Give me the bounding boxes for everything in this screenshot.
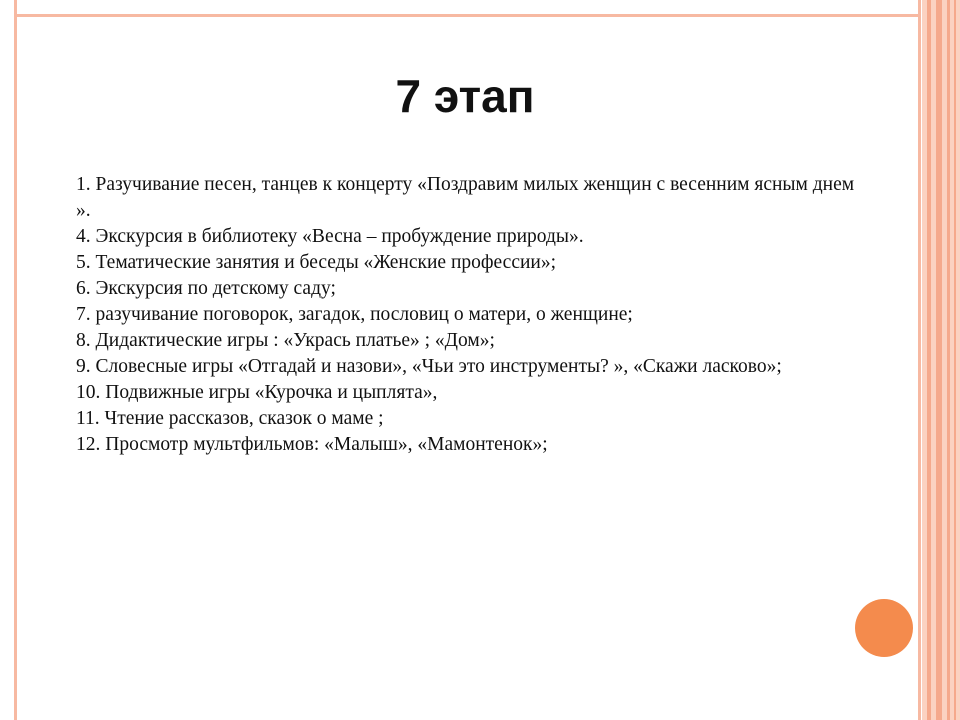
decorative-circle <box>855 599 913 657</box>
list-item: 5. Тематические занятия и беседы «Женские профессии»; <box>76 252 557 273</box>
right-stripe <box>954 0 956 720</box>
right-stripe <box>936 0 942 720</box>
list-item: 9. Словесные игры «Отгадай и назови», «Чьи это инструменты? », «Скажи ласково»; <box>76 356 782 377</box>
list-item: 12. Просмотр мультфильмов: «Малыш», «Мамонтенок»; <box>76 434 548 455</box>
slide-body <box>76 172 866 458</box>
list-item: 4. Экскурсия в библиотеку «Весна – пробуждение природы». <box>76 226 584 247</box>
list-item: 7. разучивание поговорок, загадок, пословиц о матери, о женщине; <box>76 304 633 325</box>
list-item: 11. Чтение рассказов, сказок о маме ; <box>76 408 384 429</box>
list-item: 1. Разучивание песен, танцев к концерту «Поздравим милых женщин с весенним ясным днем ». <box>76 174 855 221</box>
list-item: 6. Экскурсия по детскому саду; <box>76 278 336 299</box>
list-item: 8. Дидактические игры : «Укрась платье» ; «Дом»; <box>76 330 495 351</box>
right-stripe <box>947 0 950 720</box>
list-item: 10. Подвижные игры «Курочка и цыплята», <box>76 382 438 403</box>
frame-top-line <box>14 14 920 17</box>
slide-title: 7 этап <box>395 70 535 122</box>
